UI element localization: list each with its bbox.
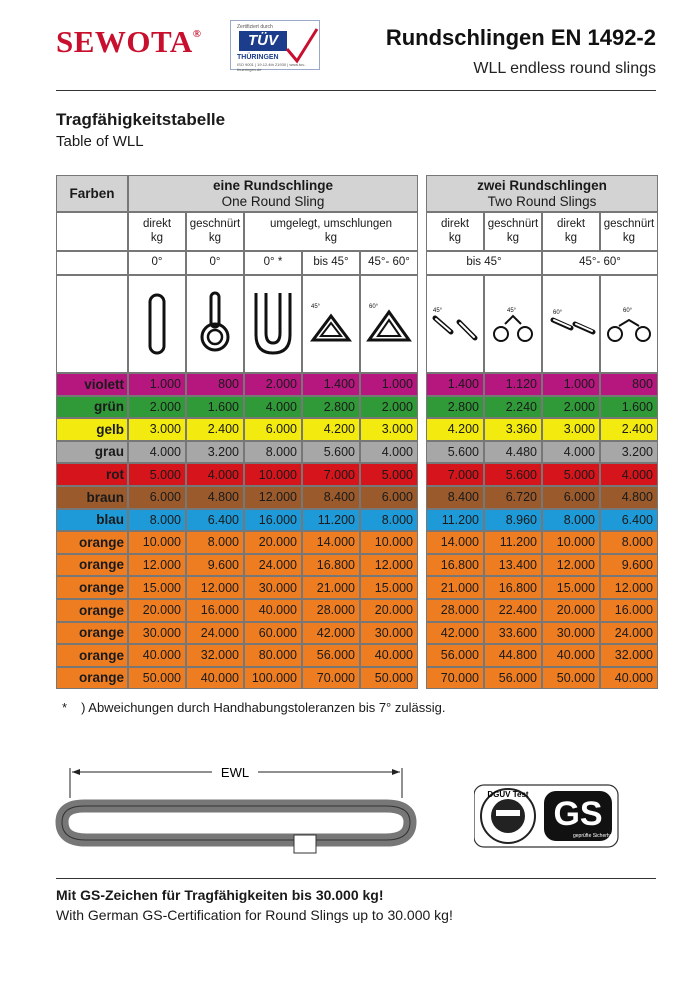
wll-value: 4.480: [484, 441, 542, 464]
wll-value: 15.000: [360, 576, 418, 599]
registered-mark: ®: [192, 27, 202, 40]
angle-cell: 0°: [128, 251, 186, 275]
wll-value: 16.000: [244, 509, 302, 532]
column-head-unit: kg: [564, 231, 578, 244]
two-direct-60-icon: [542, 275, 600, 373]
wll-value: 16.000: [186, 599, 244, 622]
wll-value: 11.200: [426, 509, 484, 532]
note-text: ) Abweichungen durch Handhabungstoleranzen bis 7° zulässig.: [81, 700, 446, 715]
group1-header: [128, 175, 418, 212]
angle-cell: 0°: [186, 251, 244, 275]
wll-value: 8.400: [302, 486, 360, 509]
wll-value: 5.000: [360, 463, 418, 486]
column-head: [542, 212, 600, 251]
wll-value: 4.000: [186, 463, 244, 486]
farben-blank-icons: [56, 275, 128, 373]
farben-blank-3: [56, 251, 128, 275]
section-subtitle: Table of WLL: [56, 133, 144, 150]
wll-value: 100.000: [244, 667, 302, 690]
wll-value: 6.000: [360, 486, 418, 509]
section-title: Tragfähigkeitstabelle: [56, 110, 226, 129]
basket-45-icon: [302, 275, 360, 373]
basket-45-icon-svg: [305, 294, 357, 354]
wll-value: 7.000: [302, 463, 360, 486]
wll-value: 800: [186, 373, 244, 396]
two-direct-60-icon-svg: [545, 294, 597, 354]
svg-text:45°: 45°: [311, 304, 321, 310]
farben-blank-2: [56, 212, 128, 251]
color-label: orange: [56, 667, 128, 690]
wll-value: 4.000: [244, 396, 302, 419]
wll-value: 50.000: [360, 667, 418, 690]
direct-lift-icon: [128, 275, 186, 373]
direct-lift-icon-svg: [137, 289, 177, 359]
choked-lift-icon: [186, 275, 244, 373]
wll-value: 4.000: [542, 441, 600, 464]
column-head: [128, 212, 186, 251]
gs-sub-label: geprüfte Sicherheit: [573, 833, 615, 839]
wll-value: 33.600: [484, 622, 542, 645]
wll-value: 3.000: [360, 418, 418, 441]
column-head-top: umgelegt, umschlungen: [269, 218, 393, 231]
wll-value: 80.000: [244, 644, 302, 667]
wll-value: 30.000: [244, 576, 302, 599]
wll-value: 28.000: [302, 599, 360, 622]
wll-value: 8.000: [600, 531, 658, 554]
svg-text:60°: 60°: [623, 308, 633, 314]
color-label: orange: [56, 554, 128, 577]
color-label: orange: [56, 644, 128, 667]
note-star: *: [62, 700, 68, 715]
wll-value: 4.200: [426, 418, 484, 441]
angle-cell: 45°- 60°: [542, 251, 658, 275]
tolerance-note: [62, 700, 445, 715]
wll-value: 21.000: [302, 576, 360, 599]
color-label: violett: [56, 373, 128, 396]
wll-value: 21.000: [426, 576, 484, 599]
wll-value: 50.000: [542, 667, 600, 690]
sewota-logo: [56, 24, 202, 60]
column-head: [186, 212, 244, 251]
column-head-top: direkt: [556, 218, 586, 231]
wll-value: 56.000: [484, 667, 542, 690]
wll-value: 4.800: [600, 486, 658, 509]
footer-divider: [56, 878, 656, 879]
wll-value: 12.000: [360, 554, 418, 577]
column-head-top: geschnürt: [487, 218, 539, 231]
wll-value: 15.000: [542, 576, 600, 599]
color-label: orange: [56, 576, 128, 599]
wll-value: 30.000: [128, 622, 186, 645]
tuv-mark: TÜV: [239, 31, 287, 51]
angle-cell: bis 45°: [302, 251, 360, 275]
wll-value: 4.000: [360, 441, 418, 464]
wll-value: 20.000: [128, 599, 186, 622]
wll-value: 4.200: [302, 418, 360, 441]
wll-value: 1.400: [302, 373, 360, 396]
header: [0, 0, 700, 92]
wll-value: 70.000: [426, 667, 484, 690]
wll-value: 800: [600, 373, 658, 396]
page-subtitle: WLL endless round slings: [473, 60, 656, 77]
wll-value: 6.000: [542, 486, 600, 509]
wll-value: 6.400: [186, 509, 244, 532]
basket-60-icon: [360, 275, 418, 373]
wll-value: 1.000: [128, 373, 186, 396]
group2-header: [426, 175, 658, 212]
tuv-certificate-badge: [230, 20, 320, 70]
wll-value: 12.000: [186, 576, 244, 599]
round-sling-diagram: [44, 760, 424, 860]
wll-value: 3.200: [600, 441, 658, 464]
wll-value: 40.000: [128, 644, 186, 667]
wll-value: 10.000: [542, 531, 600, 554]
wll-value: 2.000: [360, 396, 418, 419]
wll-value: 11.200: [302, 509, 360, 532]
choked-lift-icon-svg: [195, 289, 235, 359]
wll-value: 8.960: [484, 509, 542, 532]
wll-value: 3.200: [186, 441, 244, 464]
wll-value: 2.400: [600, 418, 658, 441]
divider: [56, 90, 656, 91]
wll-value: 5.000: [542, 463, 600, 486]
angle-cell: bis 45°: [426, 251, 542, 275]
column-head-unit: kg: [506, 231, 520, 244]
color-label: orange: [56, 531, 128, 554]
wll-value: 56.000: [426, 644, 484, 667]
wll-value: 8.400: [426, 486, 484, 509]
color-label: grau: [56, 441, 128, 464]
wll-value: 5.600: [484, 463, 542, 486]
wll-value: 8.000: [542, 509, 600, 532]
color-label: blau: [56, 509, 128, 532]
color-label: braun: [56, 486, 128, 509]
wll-value: 8.000: [244, 441, 302, 464]
wll-value: 40.000: [360, 644, 418, 667]
wll-value: 22.400: [484, 599, 542, 622]
two-direct-45-icon-svg: [429, 294, 481, 354]
wll-value: 2.400: [186, 418, 244, 441]
wll-value: 1.000: [360, 373, 418, 396]
wll-value: 10.000: [128, 531, 186, 554]
wll-value: 6.000: [244, 418, 302, 441]
wll-value: 50.000: [128, 667, 186, 690]
group2-title: zwei Rundschlingen: [477, 177, 607, 193]
basket-lift-icon: [244, 275, 302, 373]
column-head-unit: kg: [448, 231, 462, 244]
certification-marks: [474, 783, 624, 853]
footer-german: Mit GS-Zeichen für Tragfähigkeiten bis 30.000 kg!: [56, 887, 384, 903]
column-head: [484, 212, 542, 251]
wll-value: 1.600: [600, 396, 658, 419]
wll-value: 6.000: [128, 486, 186, 509]
wll-value: 16.800: [426, 554, 484, 577]
wll-value: 5.600: [426, 441, 484, 464]
wll-value: 2.000: [244, 373, 302, 396]
wll-value: 13.400: [484, 554, 542, 577]
wll-value: 12.000: [542, 554, 600, 577]
column-head-top: geschnürt: [603, 218, 655, 231]
basket-60-icon-svg: [363, 294, 415, 354]
page-title: Rundschlingen EN 1492-2: [385, 25, 656, 50]
wll-value: 4.000: [600, 463, 658, 486]
wll-value: 9.600: [186, 554, 244, 577]
wll-value: 16.800: [302, 554, 360, 577]
farben-header: Farben: [56, 175, 128, 212]
wll-value: 10.000: [360, 531, 418, 554]
wll-value: 40.000: [186, 667, 244, 690]
column-head-top: direkt: [142, 218, 172, 231]
svg-text:60°: 60°: [369, 304, 379, 310]
color-label: rot: [56, 463, 128, 486]
column-head: [244, 212, 418, 251]
column-head: [426, 212, 484, 251]
wll-value: 24.000: [600, 622, 658, 645]
wll-value: 6.400: [600, 509, 658, 532]
wll-value: 8.000: [360, 509, 418, 532]
wll-value: 5.600: [302, 441, 360, 464]
two-direct-45-icon: [426, 275, 484, 373]
wll-value: 11.200: [484, 531, 542, 554]
column-head-unit: kg: [150, 231, 164, 244]
color-label: orange: [56, 599, 128, 622]
wll-value: 20.000: [360, 599, 418, 622]
wll-value: 40.000: [600, 667, 658, 690]
wll-value: 14.000: [302, 531, 360, 554]
tuv-bottom-text: ISO 9001 | 19.12.4th 21930 | www.tuv-thueringen.de: [237, 62, 306, 72]
wll-value: 28.000: [426, 599, 484, 622]
column-head-unit: kg: [324, 231, 338, 244]
column-head-unit: kg: [208, 231, 222, 244]
wll-value: 20.000: [244, 531, 302, 554]
angle-cell: 45°- 60°: [360, 251, 418, 275]
wll-value: 14.000: [426, 531, 484, 554]
wll-value: 3.000: [542, 418, 600, 441]
footer-english: With German GS-Certification for Round Slings up to 30.000 kg!: [56, 907, 453, 923]
wll-value: 16.800: [484, 576, 542, 599]
wll-value: 7.000: [426, 463, 484, 486]
wll-value: 32.000: [600, 644, 658, 667]
wll-value: 6.720: [484, 486, 542, 509]
wll-value: 42.000: [426, 622, 484, 645]
color-label: gelb: [56, 418, 128, 441]
wll-value: 2.800: [426, 396, 484, 419]
two-choked-60-icon: [600, 275, 658, 373]
wll-value: 2.000: [128, 396, 186, 419]
wll-value: 44.800: [484, 644, 542, 667]
wll-value: 40.000: [244, 599, 302, 622]
two-choked-60-icon-svg: [603, 294, 655, 354]
wll-value: 42.000: [302, 622, 360, 645]
wll-value: 40.000: [542, 644, 600, 667]
wll-value: 2.240: [484, 396, 542, 419]
wll-value: 30.000: [542, 622, 600, 645]
angle-cell: 0° *: [244, 251, 302, 275]
wll-value: 20.000: [542, 599, 600, 622]
tuv-top-text: Zertifiziert durch: [237, 24, 273, 30]
wll-value: 1.600: [186, 396, 244, 419]
sling-loop: [62, 806, 410, 840]
wll-value: 12.000: [600, 576, 658, 599]
group1-subtitle: One Round Sling: [221, 193, 325, 209]
wll-value: 12.000: [244, 486, 302, 509]
ewl-label: EWL: [220, 765, 250, 780]
group1-title: eine Rundschlinge: [212, 177, 334, 193]
wll-value: 2.000: [542, 396, 600, 419]
wll-value: 9.600: [600, 554, 658, 577]
wll-value: 8.000: [186, 531, 244, 554]
wll-value: 1.000: [542, 373, 600, 396]
column-head-top: direkt: [440, 218, 470, 231]
svg-text:45°: 45°: [433, 308, 443, 314]
wll-value: 56.000: [302, 644, 360, 667]
color-label: orange: [56, 622, 128, 645]
wll-value: 3.000: [128, 418, 186, 441]
sling-label-tag: [294, 835, 316, 853]
wll-value: 70.000: [302, 667, 360, 690]
svg-text:45°: 45°: [507, 308, 517, 314]
wll-value: 1.120: [484, 373, 542, 396]
wll-value: 32.000: [186, 644, 244, 667]
wll-value: 1.400: [426, 373, 484, 396]
wll-value: 12.000: [128, 554, 186, 577]
two-choked-45-icon: [484, 275, 542, 373]
svg-text:60°: 60°: [553, 310, 563, 316]
wll-value: 3.360: [484, 418, 542, 441]
wll-value: 30.000: [360, 622, 418, 645]
tuv-region: THÜRINGEN: [237, 54, 279, 61]
wll-value: 4.000: [128, 441, 186, 464]
dguv-label: DGUV Test: [487, 790, 529, 799]
wll-value: 5.000: [128, 463, 186, 486]
checkmark-icon: [283, 27, 319, 67]
wll-value: 2.800: [302, 396, 360, 419]
column-head-unit: kg: [622, 231, 636, 244]
wll-value: 60.000: [244, 622, 302, 645]
group2-subtitle: Two Round Slings: [487, 193, 597, 209]
color-label: grün: [56, 396, 128, 419]
wll-value: 24.000: [186, 622, 244, 645]
gs-label: GS: [553, 795, 603, 833]
wll-value: 8.000: [128, 509, 186, 532]
wll-value: 24.000: [244, 554, 302, 577]
wll-value: 15.000: [128, 576, 186, 599]
basket-lift-icon-svg: [250, 289, 296, 359]
column-head-top: geschnürt: [189, 218, 241, 231]
column-head: [600, 212, 658, 251]
brand-name: SEWOTA: [56, 24, 193, 59]
wll-value: 16.000: [600, 599, 658, 622]
wll-value: 10.000: [244, 463, 302, 486]
wll-value: 4.800: [186, 486, 244, 509]
two-choked-45-icon-svg: [487, 294, 539, 354]
